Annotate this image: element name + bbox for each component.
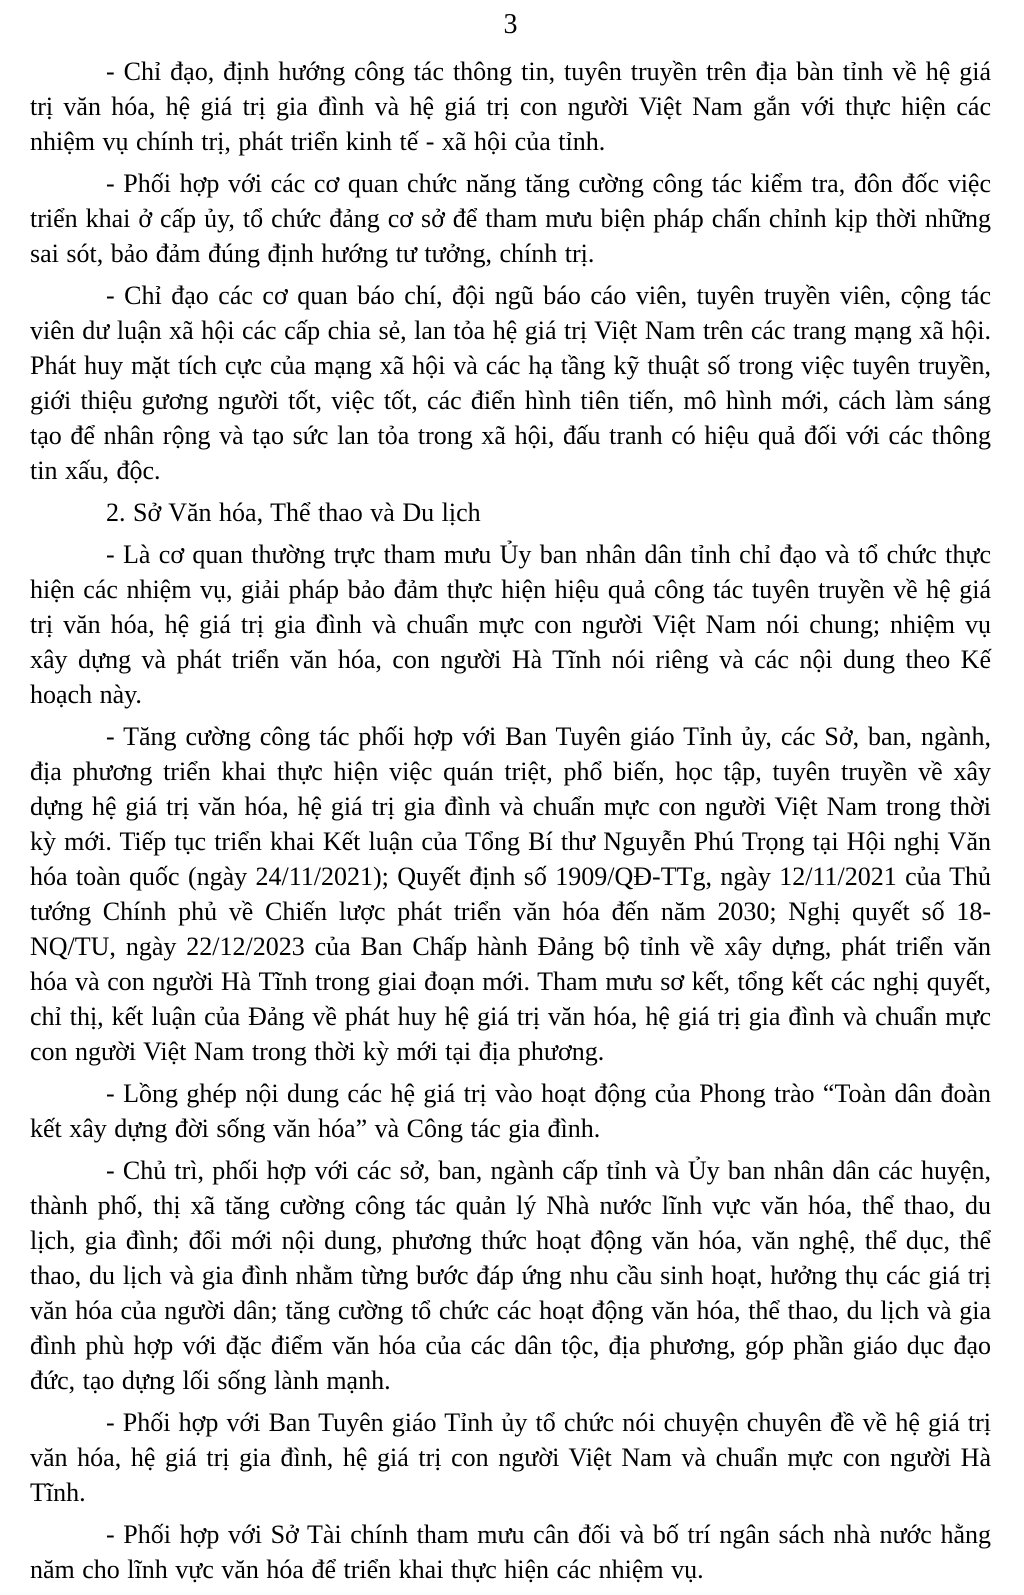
paragraph-chi-dao-dinh-huong: - Chỉ đạo, định hướng công tác thông tin, tuyên truyền trên địa bàn tỉnh về hệ giá trị văn hóa, hệ giá trị gia đình và hệ giá trị con người Việt Nam gắn với thực hiện các nhiệm vụ chính trị, phát triển kinh tế - xã hội của tỉnh. <box>30 57 991 156</box>
paragraph-phoi-hop-co-quan-chuc-nang: - Phối hợp với các cơ quan chức năng tăng cường công tác kiểm tra, đôn đốc việc triển khai ở cấp ủy, tổ chức đảng cơ sở để tham mưu biện pháp chấn chỉnh kịp thời những sai sót, bảo đảm đúng định hướng tư tưởng, chính trị. <box>30 169 991 268</box>
section-heading-so-van-hoa: 2. Sở Văn hóa, Thể thao và Du lịch <box>106 498 481 527</box>
page-number: 3 <box>503 9 518 40</box>
paragraph-chi-dao-bao-chi: - Chỉ đạo các cơ quan báo chí, đội ngũ báo cáo viên, tuyên truyền viên, cộng tác viên dư luận xã hội các cấp chia sẻ, lan tỏa hệ giá trị Việt Nam trên các trang mạng xã hội. Phát huy mặt tích cực của mạng xã hội và các hạ tầng kỹ thuật số trong việc tuyên truyền, giới thiệu gương người tốt, việc tốt, các điển hình tiên tiến, mô hình mới, cách làm sáng tạo để nhân rộng và tạo sức lan tỏa trong xã hội, đấu tranh có hiệu quả đối với các thông tin xấu, độc. <box>30 281 991 485</box>
paragraph-tang-cuong-phoi-hop: - Tăng cường công tác phối hợp với Ban Tuyên giáo Tỉnh ủy, các Sở, ban, ngành, địa phương triển khai thực hiện việc quán triệt, phổ biến, học tập, tuyên truyền về xây dựng hệ giá trị văn hóa, hệ giá trị gia đình và chuẩn mực con người Việt Nam trong thời kỳ mới. Tiếp tục triển khai Kết luận của Tổng Bí thư Nguyễn Phú Trọng tại Hội nghị Văn hóa toàn quốc (ngày 24/11/2021); Quyết định số 1909/QĐ-TTg, ngày 12/11/2021 của Thủ tướng Chính phủ về Chiến lược phát triển văn hóa đến năm 2030; Nghị quyết số 18-NQ/TU, ngày 22/12/2023 của Ban Chấp hành Đảng bộ tỉnh về xây dựng, phát triển văn hóa và con người Hà Tĩnh trong giai đoạn mới. Tham mưu sơ kết, tổng kết các nghị quyết, chỉ thị, kết luận của Đảng về phát huy hệ giá trị văn hóa, hệ giá trị gia đình và chuẩn mực con người Việt Nam trong thời kỳ mới tại địa phương. <box>30 722 991 1066</box>
paragraph-phoi-hop-ban-tuyen-giao: - Phối hợp với Ban Tuyên giáo Tỉnh ủy tổ chức nói chuyện chuyên đề về hệ giá trị văn hóa, hệ giá trị gia đình, hệ giá trị con người Việt Nam và chuẩn mực con người Hà Tĩnh. <box>30 1408 991 1507</box>
paragraph-phoi-hop-so-tai-chinh: - Phối hợp với Sở Tài chính tham mưu cân đối và bố trí ngân sách nhà nước hằng năm cho lĩnh vực văn hóa để triển khai thực hiện các nhiệm vụ. <box>30 1520 991 1584</box>
paragraph-co-quan-thuong-truc: - Là cơ quan thường trực tham mưu Ủy ban nhân dân tỉnh chỉ đạo và tổ chức thực hiện các nhiệm vụ, giải pháp bảo đảm thực hiện hiệu quả công tác tuyên truyền về hệ giá trị văn hóa, hệ giá trị gia đình và chuẩn mực con người Việt Nam nói chung; nhiệm vụ xây dựng và phát triển văn hóa, con người Hà Tĩnh nói riêng và các nội dung theo Kế hoạch này. <box>30 540 991 709</box>
paragraph-chu-tri-phoi-hop: - Chủ trì, phối hợp với các sở, ban, ngành cấp tỉnh và Ủy ban nhân dân các huyện, thành phố, thị xã tăng cường công tác quản lý Nhà nước lĩnh vực văn hóa, thể thao, du lịch, gia đình; đổi mới nội dung, phương thức hoạt động văn hóa, văn nghệ, thể dục, thể thao, du lịch và gia đình nhằm từng bước đáp ứng nhu cầu sinh hoạt, hưởng thụ các giá trị văn hóa của người dân; tăng cường tổ chức các hoạt động văn hóa, thể thao, du lịch và gia đình phù hợp với đặc điểm văn hóa của các dân tộc, địa phương, góp phần giáo dục đạo đức, tạo dựng lối sống lành mạnh. <box>30 1156 991 1395</box>
paragraph-long-ghep-noi-dung: - Lồng ghép nội dung các hệ giá trị vào hoạt động của Phong trào “Toàn dân đoàn kết xây dựng đời sống văn hóa” và Công tác gia đình. <box>30 1079 991 1143</box>
